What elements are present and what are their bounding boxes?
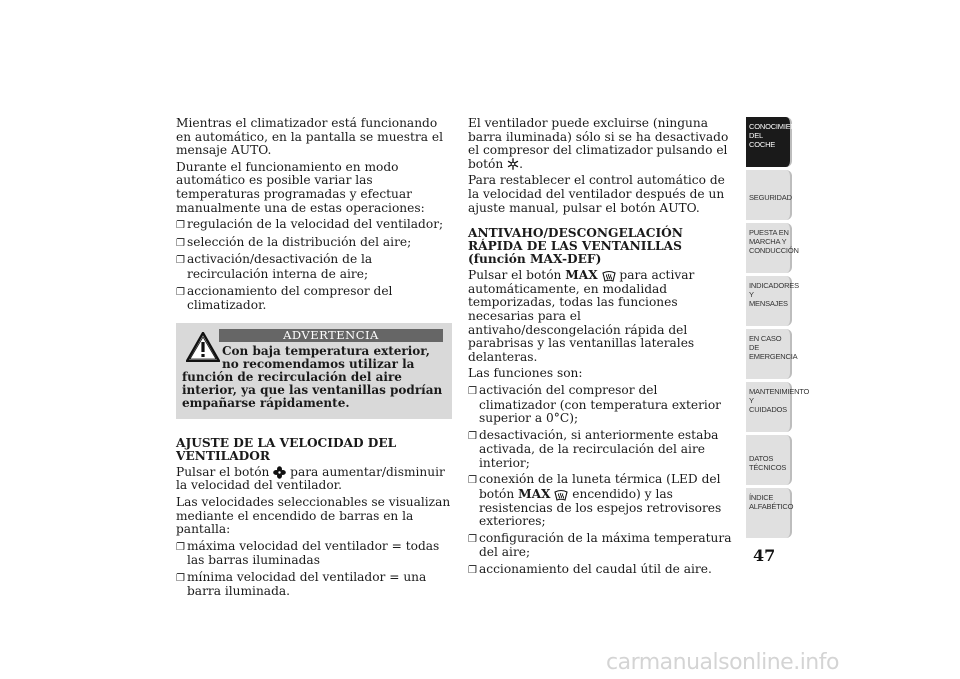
bullet-mark: ❐ xyxy=(176,237,185,249)
list-item: ❐ selección de la distribución del aire; xyxy=(176,234,412,249)
list-item: ❐ activación/desactivación de la recirculación interna de aire; xyxy=(176,252,373,281)
paragraph: El ventilador puede excluirse (ninguna barra iluminada) sólo si se ha desactivado el compresor del climatizador pulsando el botón . xyxy=(468,116,729,171)
tab-conocimiento-del-coche[interactable]: CONOCIMIENTO DEL COCHE xyxy=(746,117,792,167)
snowflake-icon xyxy=(507,158,519,170)
paragraph: Pulsar el botón MAX para activar automáticamente, en modalidad temporizadas, todas las funciones necesarias para el antivaho/descongelación rápida del parabrisas y las ventanillas laterales delanteras. xyxy=(468,268,695,364)
section-tabs xyxy=(746,117,810,541)
tab-seguridad[interactable]: SEGURIDAD xyxy=(746,170,792,220)
list-item: ❐ regulación de la velocidad del ventilador; xyxy=(176,217,444,232)
windshield-defrost-icon xyxy=(554,489,568,501)
bullet-mark: ❐ xyxy=(176,286,185,298)
bullet-mark: ❐ xyxy=(176,572,185,584)
list-item: ❐ desactivación, si anteriormente estaba activada, de la recirculación del aire interior; xyxy=(468,427,719,470)
paragraph: Las velocidades seleccionables se visualizan mediante el encendido de barras en la pantalla: xyxy=(176,494,451,537)
paragraph: Mientras el climatizador está funcionando en automático, en la pantalla se muestra el mensaje AUTO. xyxy=(176,116,443,158)
tab-en-caso-de-emergencia[interactable]: EN CASO DE EMERGENCIA xyxy=(746,329,792,379)
list-item: ❐ conexión de la luneta térmica (LED del botón MAX encendido) y las resistencias de los espejos retrovisores exteriores; xyxy=(468,472,722,529)
warning-text: Con baja temperatura exterior, no recomendamos utilizar la función de recirculación del aire interior, ya que las ventanillas podrían empañarse rápidamente. xyxy=(182,343,443,410)
bullet-mark: ❐ xyxy=(176,255,185,267)
list-item: ❐ accionamiento del compresor del climatizador. xyxy=(176,283,393,313)
watermark: carmanualsonline.info xyxy=(606,650,839,675)
section-heading: ANTIVAHO/DESCONGELACIÓN RÁPIDA DE LAS VENTANILLAS (función MAX-DEF) xyxy=(468,226,683,267)
bullet-mark: ❐ xyxy=(176,541,185,553)
tab-mantenimiento-y-cuidados[interactable]: MANTENIMIENTO Y CUIDADOS xyxy=(746,382,792,432)
bullet-mark: ❐ xyxy=(468,533,477,545)
left-column xyxy=(176,117,452,602)
paragraph: Las funciones son: xyxy=(468,366,583,381)
list-item: ❐ máxima velocidad del ventilador = todas las barras iluminadas xyxy=(176,538,440,568)
page-number: 47 xyxy=(753,546,776,565)
paragraph: Para restablecer el control automático de la velocidad del ventilador después de un ajuste manual, pulsar el botón AUTO. xyxy=(468,173,725,215)
tab-puesta-en-marcha[interactable]: PUESTA EN MARCHA Y CONDUCCIÓN xyxy=(746,223,792,273)
tab-indicadores-y-mensajes[interactable]: INDICADORES Y MENSAJES xyxy=(746,276,792,326)
paragraph: Durante el funcionamiento en modo automático es posible variar las temperaturas programadas y efectuar manualmente una de estas operaciones: xyxy=(176,159,425,215)
section-heading: AJUSTE DE LA VELOCIDAD DEL VENTILADOR xyxy=(176,435,397,463)
bullet-mark: ❐ xyxy=(468,430,477,442)
windshield-defrost-icon xyxy=(602,270,616,282)
right-column xyxy=(468,117,736,581)
fan-icon xyxy=(273,466,286,479)
bullet-mark: ❐ xyxy=(176,220,185,232)
bullet-mark: ❐ xyxy=(468,475,477,487)
tab-datos-tecnicos[interactable]: DATOS TÉCNICOS xyxy=(746,435,792,485)
bullet-mark: ❐ xyxy=(468,565,477,577)
bullet-mark: ❐ xyxy=(468,385,477,397)
list-item: ❐ mínima velocidad del ventilador = una barra iluminada. xyxy=(176,569,427,599)
list-item: ❐ accionamiento del caudal útil de aire. xyxy=(468,562,712,577)
paragraph: Pulsar el botón para aumentar/disminuir la velocidad del ventilador. xyxy=(176,464,445,493)
warning-box xyxy=(176,323,452,419)
tab-indice-alfabetico[interactable]: ÍNDICE ALFABÉTICO xyxy=(746,488,792,538)
warning-title: ADVERTENCIA xyxy=(219,329,443,342)
list-item: ❐ configuración de la máxima temperatura del aire; xyxy=(468,530,732,560)
list-item: ❐ activación del compresor del climatizador (con temperatura exterior superior a 0°C); xyxy=(468,382,721,426)
